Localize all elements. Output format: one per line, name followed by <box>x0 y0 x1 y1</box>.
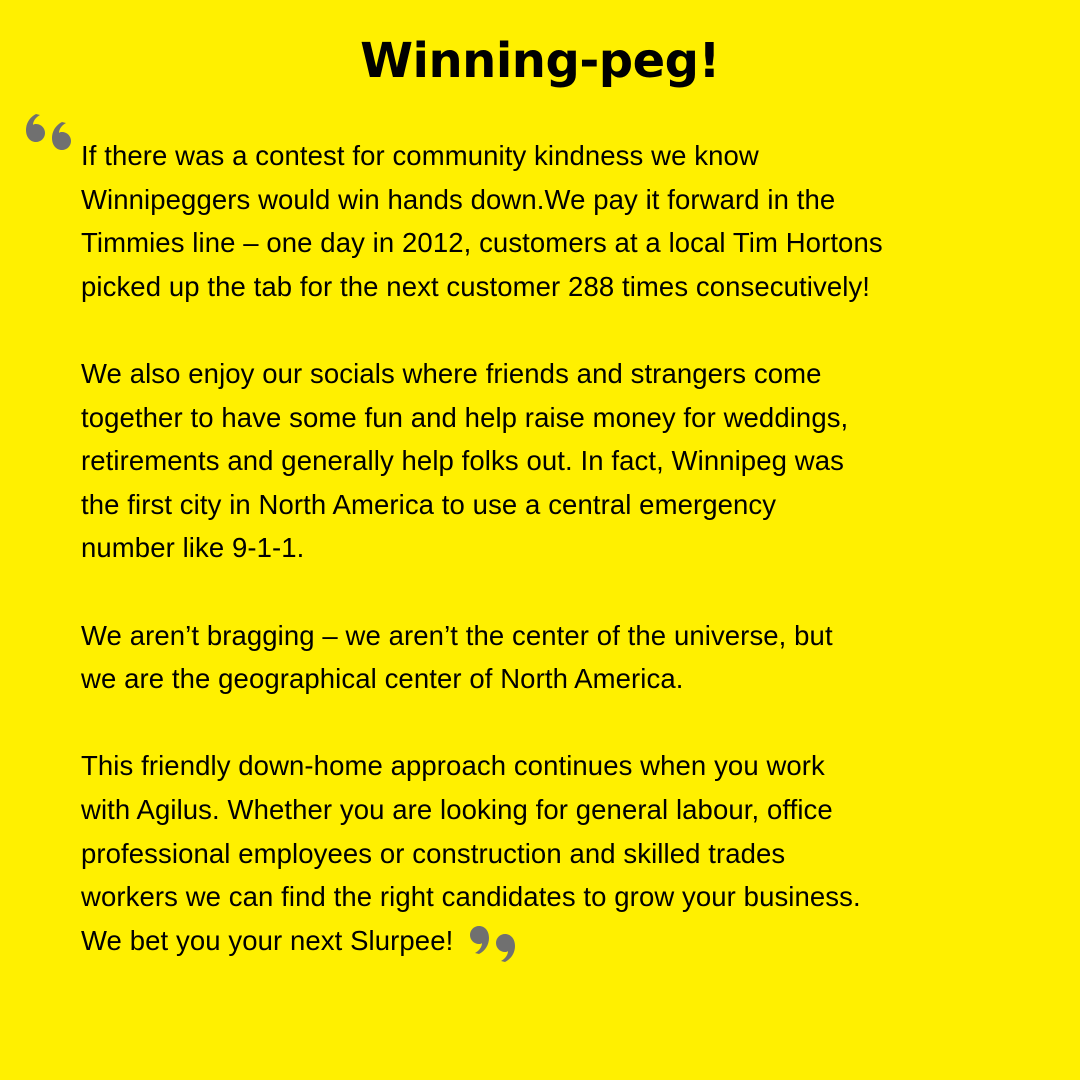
text-line: the first city in North America to use a central emergency <box>81 488 777 520</box>
text-line: professional employees or construction and skilled trades <box>81 837 786 869</box>
page-title: Winning-peg! <box>360 33 720 89</box>
paragraph <box>81 744 1041 965</box>
closing-sentence: We bet you your next Slurpee! <box>81 924 454 956</box>
text-line: with Agilus. Whether you are looking for general labour, office <box>81 793 833 825</box>
text-line: Winnipeggers would win hands down.We pay it forward in the <box>81 183 836 215</box>
text-line: We aren’t bragging – we aren’t the center of the universe, but <box>81 619 833 651</box>
text-line: This friendly down-home approach continues when you work <box>81 750 825 782</box>
paragraph <box>81 352 1041 570</box>
text-line-last <box>81 919 1041 966</box>
quote-body <box>81 134 1041 966</box>
paragraph <box>81 614 1041 701</box>
text-line: we are the geographical center of North America. <box>81 663 684 695</box>
open-quote-icon <box>22 108 78 154</box>
paragraph <box>81 134 1041 308</box>
text-line: retirements and generally help folks out. In fact, Winnipeg was <box>81 445 844 477</box>
text-line: Timmies line – one day in 2012, customers at a local Tim Hortons <box>81 227 883 259</box>
text-line: If there was a contest for community kindness we know <box>81 140 759 171</box>
text-line: number like 9-1-1. <box>81 532 305 564</box>
text-line: picked up the tab for the next customer 288 times consecutively! <box>81 270 871 302</box>
text-line: We also enjoy our socials where friends and strangers come <box>81 357 822 389</box>
text-line: together to have some fun and help raise money for weddings, <box>81 401 849 433</box>
text-line: workers we can find the right candidates to grow your business. <box>81 881 861 913</box>
close-quote-icon <box>465 924 521 966</box>
